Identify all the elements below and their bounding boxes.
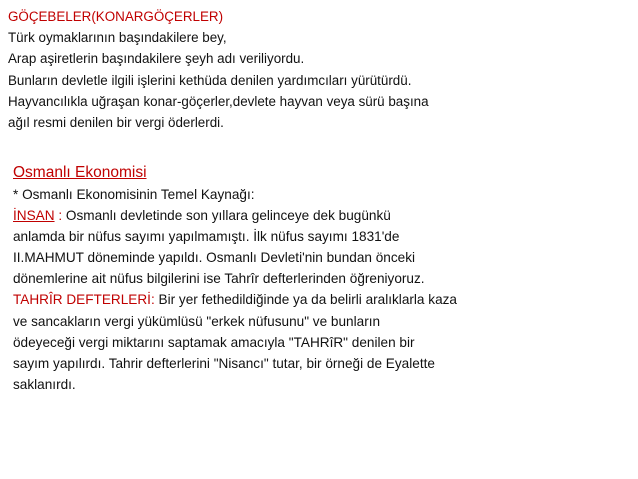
tahrir-line-1: Bir yer fethedildiğinde ya da belirli aralıklarla kaza (154, 292, 457, 308)
tahrir-line-2: ve sancakların vergi yükümlüsü "erkek nüfusunu" ve bunların (13, 313, 381, 329)
tahrir-line-3: ödeyeceği vergi miktarını saptamak amacıyla "TAHRîR" denilen bir (13, 334, 415, 350)
tahrir-line-4: sayım yapılırdı. Tahrir defterlerini "Nisancı" tutar, bir örneği de Eyalette (13, 355, 435, 371)
insan-separator: : (54, 208, 66, 224)
tahrir-paragraph-line-1 (13, 289, 613, 310)
tahrir-line-5: saklanırdı. (13, 376, 76, 392)
insan-line-4: dönemlerine ait nüfus bilgilerini ise Tahrîr defterlerinden öğreniyoruz. (13, 271, 425, 287)
insan-term: İNSAN (13, 208, 55, 224)
nomads-section (8, 6, 608, 133)
nomads-line-1: Türk oymaklarının başındakilere bey, (8, 30, 227, 46)
nomads-line-3: Bunların devletle ilgili işlerini kethüda denilen yardımcıları yürütürdü. (8, 72, 412, 88)
insan-line-1: Osmanlı devletinde son yıllara gelinceye dek bugünkü (65, 208, 391, 224)
insan-paragraph-line-1 (13, 205, 613, 226)
nomads-title: GÖÇEBELER(KONARGÖÇERLER) (8, 9, 224, 24)
nomads-line-5: ağıl resmi denilen bir vergi öderlerdi. (8, 115, 224, 131)
economy-title: Osmanlı Ekonomisi (13, 164, 147, 181)
insan-line-2: anlamda bir nüfus sayımı yapılmamıştı. İlk nüfus sayımı 1831'de (13, 229, 400, 245)
economy-subtitle: * Osmanlı Ekonomisinin Temel Kaynağı: (13, 187, 255, 202)
nomads-line-2: Arap aşiretlerin başındakilere şeyh adı veriliyordu. (8, 51, 305, 67)
nomads-line-4: Hayvancılıkla uğraşan konar-göçerler,devlete hayvan veya sürü başına (8, 93, 429, 109)
tahrir-term: TAHRÎR DEFTERLERİ: (13, 292, 155, 308)
insan-line-3: II.MAHMUT döneminde yapıldı. Osmanlı Devleti'nin bundan önceki (13, 250, 416, 266)
economy-section (13, 162, 613, 395)
